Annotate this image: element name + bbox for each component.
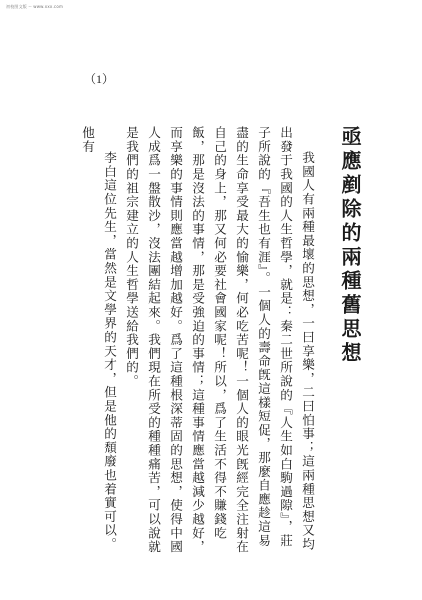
page-title: 亟應剷除的兩種舊思想	[338, 126, 362, 366]
page-number: （1）	[84, 72, 115, 86]
vertical-text-page	[76, 126, 362, 556]
watermark-text: 初校图文版 -- www.xxx.com	[6, 4, 64, 9]
paragraph-1: 我國人有兩種最壞的思想，一曰享樂，二曰怕事；這兩種思想又均出發于我國的人生哲學，就是：秦二世所說的『人生如白駒過隙』，莊子所說的『吾生也有涯』。一個人的壽命旣這樣短促，那麼自應趁這易盡的生命享受最大的愉樂，何必吃苦呢！一個人的眼光旣經完全注射在自己的身上，那又何必要社會國家呢！所以，爲了生活不得不賺錢吃飯，那是沒法的事情，那是受強迫的事情；這種事情應當越減少越好，而享樂的事情則應當越增加越好。爲了這種根深蒂固的思想，使得中國人成爲一盤散沙，沒法團結起來。我們現在所受的種種痛苦，可以說就是我們的祖宗建立的人生哲學送給我們的。	[124, 126, 315, 554]
paragraph-2: 李白這位先生，當然是文學界的天才，但是他的頹廢也着實可以。他有	[80, 126, 117, 552]
